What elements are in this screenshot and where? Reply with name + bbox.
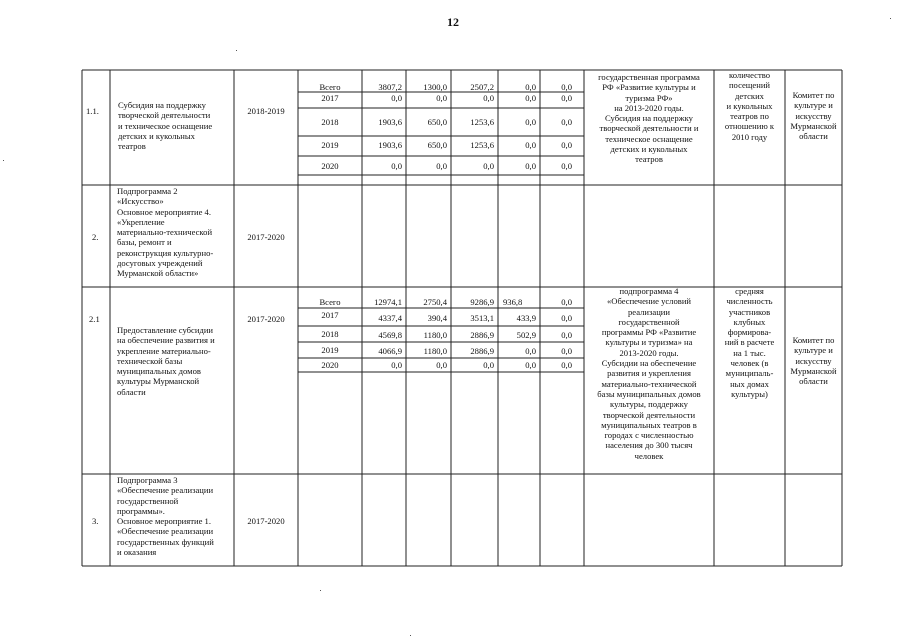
row-number: 2.1: [89, 314, 100, 324]
fin-value: 9286,9: [470, 297, 494, 307]
fin-label: 2019: [321, 140, 339, 150]
fin-value: 0,0: [483, 360, 494, 370]
indicator: количество посещений детских и кукольных театров по отношению к 2010 году: [724, 70, 775, 142]
fin-label: 2017: [321, 310, 339, 320]
program-reference: государственная программа РФ «Развитие культуры и туризма РФ» на 2013-2020 годы. Субсидия на поддержку творческой деятельности и техническое оснащение детских и кукольных театров: [598, 72, 700, 165]
fin-value: 650,0: [427, 117, 447, 127]
period: 2017-2020: [247, 314, 285, 324]
fin-value: 0,0: [391, 93, 402, 103]
program-reference: подпрограмма 4 «Обеспечение условий реализации государственной программы РФ «Развитие культуры и туризма» на 2013-2020 годы. Субсидии на обеспечение развития и укрепления материально-технической базы муниципальных домов культуры, поддержку творческой деятельности муниципальных театров в городах с численностью населения до 300 тысяч человек: [597, 286, 701, 461]
fin-value: 0,0: [561, 346, 572, 356]
fin-label: 2018: [321, 329, 339, 339]
fin-value: 0,0: [391, 161, 402, 171]
fin-value: 390,4: [427, 313, 447, 323]
scan-speck: [890, 18, 891, 19]
fin-value: 0,0: [561, 313, 572, 323]
fin-value: 0,0: [525, 82, 536, 92]
fin-value: 0,0: [561, 161, 572, 171]
fin-value: 12974,1: [374, 297, 402, 307]
scan-speck: [410, 635, 411, 636]
fin-value: 4066,9: [378, 346, 402, 356]
fin-value: 1253,6: [470, 117, 494, 127]
fin-value: 0,0: [525, 346, 536, 356]
period: 2017-2020: [247, 232, 285, 242]
fin-value: 1253,6: [470, 140, 494, 150]
fin-value: 0,0: [561, 297, 572, 307]
fin-label: Всего: [319, 82, 341, 92]
scan-speck: [236, 50, 237, 51]
fin-value: 0,0: [436, 360, 447, 370]
scan-speck: [3, 160, 4, 161]
row-number: 1.1.: [86, 106, 99, 116]
measure-name: Предоставление субсидии на обеспечение развития и укрепление материально- технической базы муниципальных домов культуры Мурманской области: [117, 325, 215, 397]
fin-value: 0,0: [561, 330, 572, 340]
fin-value: 2507,2: [470, 82, 494, 92]
fin-value: 0,0: [436, 93, 447, 103]
period: 2017-2020: [247, 516, 285, 526]
fin-value: 2750,4: [423, 297, 447, 307]
fin-value: 0,0: [391, 360, 402, 370]
scan-speck: [320, 590, 321, 591]
fin-label: Всего: [319, 297, 341, 307]
indicator: средняя численность участников клубных формирова- ний в расчете на 1 тыс. человек (в муниципаль- ных домах культуры): [724, 286, 775, 399]
executor: Комитет по культуре и искусству Мурманской области: [790, 335, 837, 387]
fin-value: 0,0: [525, 93, 536, 103]
subprogram-name: Подпрограмма 3 «Обеспечение реализации государственной программы». Основное мероприятие 1. «Обеспечение реализации государственных функций и оказания: [117, 475, 214, 558]
fin-value: 0,0: [525, 161, 536, 171]
fin-value: 433,9: [516, 313, 536, 323]
fin-value: 1903,6: [378, 117, 402, 127]
fin-value: 0,0: [561, 360, 572, 370]
fin-value: 1180,0: [423, 346, 447, 356]
fin-label: 2017: [321, 93, 339, 103]
fin-label: 2020: [321, 161, 339, 171]
measure-name: Субсидия на поддержку творческой деятельности и техническое оснащение детских и кукольных театров: [118, 100, 213, 152]
fin-value: 502,9: [516, 330, 536, 340]
page-number: 12: [447, 15, 459, 29]
executor: Комитет по культуре и искусству Мурманской области: [790, 90, 837, 142]
fin-value: 0,0: [561, 82, 572, 92]
subprogram-name: Подпрограмма 2 «Искусство» Основное мероприятие 4. «Укрепление материально-технической базы, ремонт и реконструкция культурно- досуговых учреждений Мурманской области»: [117, 186, 214, 279]
fin-value: 0,0: [525, 117, 536, 127]
fin-label: 2020: [321, 360, 339, 370]
fin-value: 0,0: [525, 140, 536, 150]
fin-value: 3807,2: [378, 82, 402, 92]
fin-value: 0,0: [561, 93, 572, 103]
fin-value: 4569,8: [378, 330, 402, 340]
period: 2018-2019: [247, 106, 285, 116]
fin-value: 0,0: [525, 360, 536, 370]
fin-value: 3513,1: [470, 313, 494, 323]
fin-value: 2886,9: [470, 330, 494, 340]
fin-value: 2886,9: [470, 346, 494, 356]
fin-value: 1180,0: [423, 330, 447, 340]
fin-value: 0,0: [483, 161, 494, 171]
fin-value: 4337,4: [378, 313, 402, 323]
fin-value: 650,0: [427, 140, 447, 150]
fin-value: 0,0: [436, 161, 447, 171]
fin-value: 0,0: [561, 140, 572, 150]
fin-value: 0,0: [483, 93, 494, 103]
row-number: 2.: [92, 232, 99, 242]
fin-value: 936,8: [503, 297, 523, 307]
fin-value: 1903,6: [378, 140, 402, 150]
fin-value: 0,0: [561, 117, 572, 127]
fin-value: 1300,0: [423, 82, 447, 92]
fin-label: 2018: [321, 117, 339, 127]
fin-label: 2019: [321, 345, 339, 355]
row-number: 3.: [92, 516, 99, 526]
